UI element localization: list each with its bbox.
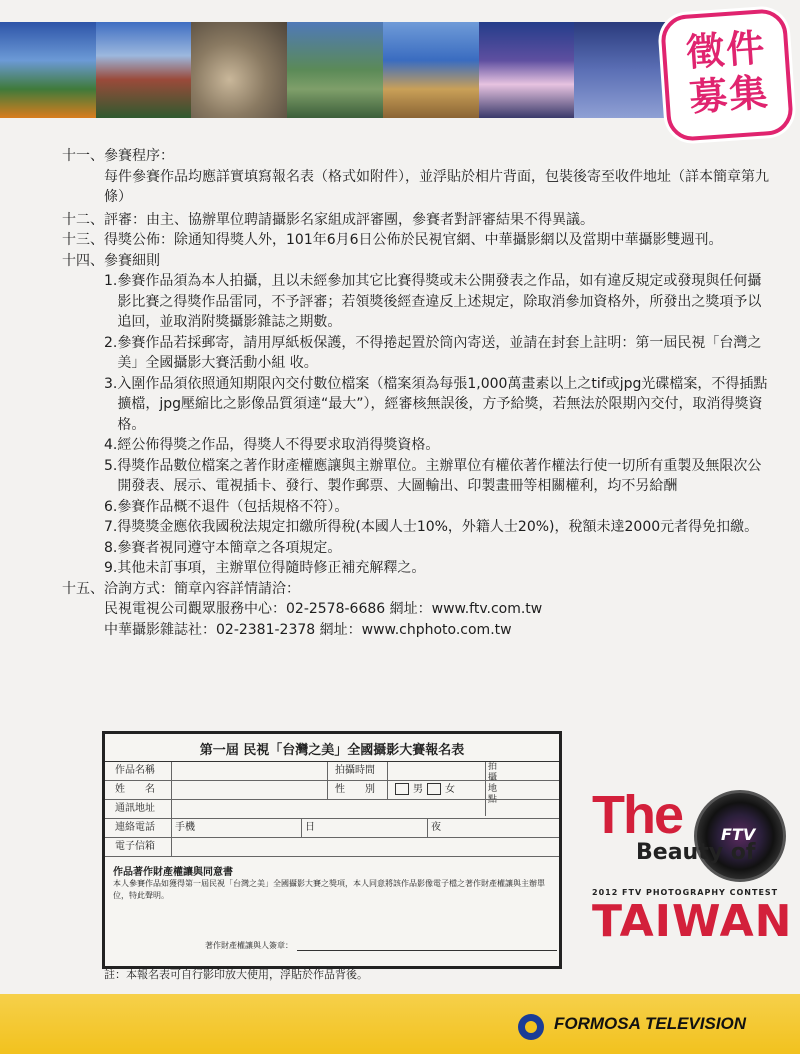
rule-item: 3. 入圍作品須依照通知期限內交付數位檔案（檔案須為每張1,000萬畫素以上之tif或jpg光碟檔案，不得插點擴檔，jpg壓縮比之影像品質須達“最大”），經審核無誤後，方予給獎，若無法於限期內交付，取消得獎資格。	[104, 375, 768, 433]
logo-contest: 2012 FTV PHOTOGRAPHY CONTEST	[592, 888, 779, 897]
contact-ftv: 民視電視公司觀眾服務中心：02-2578-6686 網址：www.ftv.com.tw	[104, 601, 543, 617]
rule-item: 7. 得獎獎金應依我國稅法規定扣繳所得稅(本國人士10%，外籍人士20%)，稅額未達2000元者得免扣繳。	[104, 519, 759, 535]
gender-label: 性 別	[335, 784, 375, 795]
rules-content	[62, 146, 774, 640]
section-12: 十二、評審：由主、協辦單位聘請攝影名家組成評審團，參賽者對評審結果不得異議。	[62, 211, 594, 228]
call-for-entries-badge	[660, 8, 794, 142]
form-row-work	[105, 762, 559, 781]
photo-banner	[0, 22, 670, 118]
female-checkbox[interactable]	[427, 783, 441, 795]
badge-text: 徵件募集	[684, 25, 771, 120]
shoot-location-label: 拍攝地點	[485, 762, 502, 816]
logo-the: The	[592, 785, 683, 845]
rule-item: 1. 參賽作品須為本人拍攝，且以未經參加其它比賽得獎或未公開發表之作品，如有違反規定或發現與任何攝影比賽之得獎作品雷同，不予評審；若領獎後經查違反上述規定，除取消參加資格外，所發出之獎項予以追回，並取消附獎攝影雜誌之期數。	[104, 273, 762, 330]
rule-item: 2. 參賽作品若採郵寄，請用厚紙板保護，不得捲起置於筒內寄送，並請在封套上註明：第一屆民視「台灣之美」全國攝影大賽活動小組 收。	[104, 334, 762, 371]
banner-photo-rocks	[191, 22, 287, 118]
address-label: 通訊地址	[115, 803, 155, 814]
banner-photo-cherry-blossom	[479, 22, 575, 118]
form-row-email	[105, 838, 559, 857]
registration-form	[102, 731, 562, 969]
logo-ftv: FTV	[721, 825, 756, 844]
form-row-address	[105, 800, 559, 819]
signature-line[interactable]	[297, 950, 557, 951]
logo-taiwan: TAIWAN	[592, 896, 793, 947]
rule-item: 6. 參賽作品概不退件（包括規格不符）。	[104, 498, 349, 515]
rule-item: 9. 其他未訂事項，主辦單位得隨時修正補充解釋之。	[104, 560, 426, 576]
beauty-of-taiwan-logo	[588, 784, 793, 964]
name-label: 姓 名	[115, 784, 155, 795]
logo-beauty-of: Beauty of	[636, 840, 756, 865]
rule-item: 4. 經公佈得獎之作品，得獎人不得要求取消得獎資格。	[104, 437, 440, 453]
banner-photo-church	[96, 22, 192, 118]
male-checkbox[interactable]	[395, 783, 409, 795]
form-row-name	[105, 781, 559, 800]
gender-options: 男 女	[391, 781, 455, 799]
footer-brand: FORMOSA TELEVISION	[554, 1014, 747, 1033]
consent-section	[105, 857, 559, 902]
section-11-text: 每件參賽作品均應詳實填寫報名表（格式如附件），並浮貼於相片背面，包裝後寄至收件地址（詳本簡章第九條）	[104, 168, 769, 205]
form-row-phone	[105, 819, 559, 838]
banner-photo-queen-head-rock	[383, 22, 479, 118]
consent-title: 作品著作財產權讓與同意書	[113, 867, 233, 878]
section-15-label: 十五、洽詢方式：簡章內容詳情請洽：	[62, 580, 300, 597]
day-phone-label: 日	[305, 822, 315, 833]
signature-field: 著作財產權讓與人簽章：	[205, 940, 557, 951]
rule-item: 8. 參賽者視同遵守本簡章之各項規定。	[104, 539, 342, 556]
camera-lens-icon	[694, 790, 786, 882]
section-14-label: 十四、參賽細則	[62, 252, 160, 269]
consent-text: 本人參賽作品如獲得第一屆民視「台灣之美」全國攝影大賽之獎項，本人同意將該作品影像電子檔之著作財產權讓與主辦單位，特此聲明。	[113, 879, 545, 900]
rule-item: 5. 得獎作品數位檔案之著作財產權應讓與主辦單位。主辦單位有權依著作權法行使一切所有重製及無限次公開發表、展示、電視插卡、發行、製作郵票、大圖輸出、印製畫冊等相關權利，均不另給酬	[104, 457, 762, 494]
shoot-time-label: 拍攝時間	[335, 765, 375, 776]
section-11-label: 十一、參賽程序：	[62, 148, 174, 164]
email-label: 電子信箱	[115, 841, 155, 852]
work-name-label: 作品名稱	[115, 765, 155, 776]
banner-photo-lilies	[0, 22, 96, 118]
ftv-logo-icon	[518, 1014, 544, 1040]
phone-label: 連絡電話	[115, 822, 155, 833]
form-title: 第一屆 民視「台灣之美」全國攝影大賽報名表	[105, 734, 559, 762]
night-phone-label: 夜	[431, 822, 441, 833]
banner-photo-mountain	[574, 22, 670, 118]
section-13: 十三、得獎公佈：除通知得獎人外，101年6月6日公佈於民視官網、中華攝影網以及當期中華攝影雙週刊。	[62, 232, 723, 248]
form-note: 註：本報名表可自行影印放大使用，浮貼於作品背後。	[104, 968, 368, 981]
banner-photo-road	[287, 22, 383, 118]
contact-chphoto: 中華攝影雜誌社：02-2381-2378 網址：www.chphoto.com.tw	[104, 621, 512, 638]
mobile-label: 手機	[175, 822, 195, 833]
